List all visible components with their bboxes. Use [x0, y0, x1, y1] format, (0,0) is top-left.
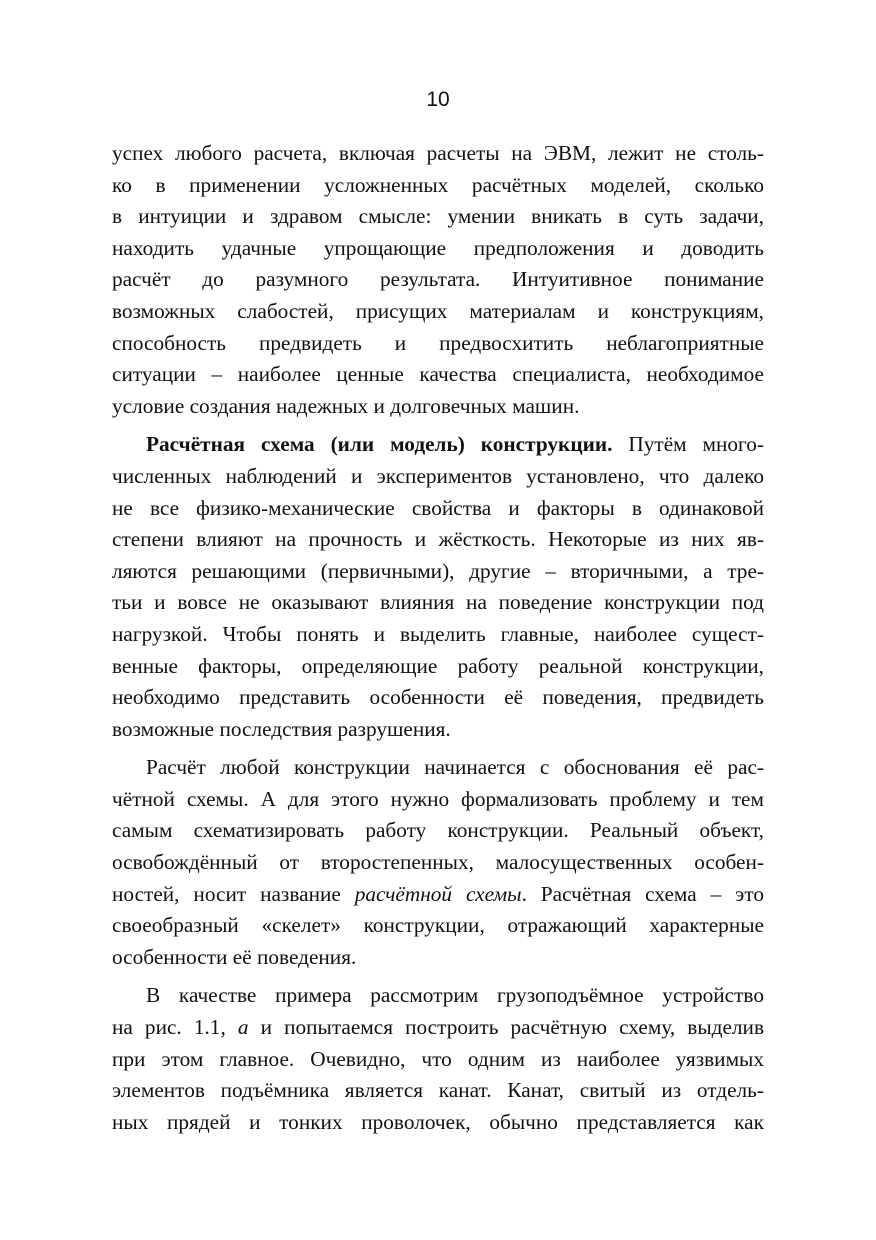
text-line: численных наблюдений и экспериментов установлено, что далеко [112, 463, 764, 488]
text-line: ситуации – наиболее ценные качества специалиста, необходимое [112, 362, 764, 387]
text-line: при этом главное. Очевидно, что одним из наиболее уязвимых [112, 1046, 764, 1071]
text-line: элементов подъёмника является канат. Канат, свитый из отдель- [112, 1078, 764, 1103]
text-line: освобождённый от второстепенных, малосущественных особен- [112, 850, 764, 875]
text-line: расчёт до разумного результата. Интуитивное понимание [112, 267, 764, 292]
paragraph-4 [112, 980, 764, 1138]
section-heading: Расчётная схема (или модель) конструкции. [146, 432, 613, 457]
figure-ref-italic: а [237, 1015, 249, 1040]
text-line: ко в применении усложненных расчётных моделей, сколько [112, 172, 764, 197]
paragraph-2 [112, 429, 764, 745]
text-run: Путём много- [612, 432, 764, 457]
paragraph-1 [112, 138, 764, 422]
text-line: венные факторы, определяющие работу реальной конструкции, [112, 653, 764, 678]
text-line: своеобразный «скелет» конструкции, отражающий характерные [112, 913, 764, 938]
text-line: необходимо представить особенности её поведения, предвидеть [112, 685, 764, 710]
text-line: ляются решающими (первичными), другие – вторичными, а тре- [112, 558, 764, 583]
text-line: В качестве примера рассмотрим грузоподъёмное устройство [146, 983, 764, 1008]
text-line [112, 429, 764, 461]
text-line: ных прядей и тонких проволочек, обычно представляется как [112, 1109, 764, 1134]
text-line: способность предвидеть и предвосхитить неблагоприятные [112, 330, 764, 355]
text-line [112, 879, 764, 911]
text-line: находить удачные упрощающие предположения и доводить [112, 235, 764, 260]
text-run: ностей, носит название [112, 881, 355, 906]
page-number: 10 [426, 88, 450, 111]
text-line: чётной схемы. А для этого нужно формализовать проблему и тем [112, 786, 764, 811]
text-line: нагрузкой. Чтобы понять и выделить главные, наиболее сущест- [112, 621, 764, 646]
text-line: успех любого расчета, включая расчеты на ЭВМ, лежит не столь- [112, 141, 764, 165]
text-line: в интуиции и здравом смысле: умении вникать в суть задачи, [112, 204, 764, 229]
text-line: особенности её поведения. [112, 944, 357, 969]
paragraph-3 [112, 752, 764, 973]
text-line: Расчёт любой конструкции начинается с обоснования её рас- [146, 755, 764, 780]
text-line: не все физико-механические свойства и факторы в одинаковой [112, 495, 764, 520]
text-line: самым схематизировать работу конструкции. Реальный объект, [112, 818, 764, 843]
text-line [112, 1012, 764, 1044]
text-line: тьи и вовсе не оказывают влияния на поведение конструкции под [112, 590, 764, 615]
body-text [112, 138, 764, 1138]
text-line: степени влияют на прочность и жёсткость. Некоторые из них яв- [112, 527, 764, 552]
text-line: возможных слабостей, присущих материалам и конструкциям, [112, 298, 764, 323]
text-run: на рис. 1.1, [112, 1015, 238, 1040]
text-run: . Расчётная схема – это [521, 881, 764, 906]
text-line: возможные последствия разрушения. [112, 716, 451, 741]
text-line: условие создания надежных и долговечных машин. [112, 393, 580, 418]
text-run: и попытаемся построить расчётную схему, выделив [248, 1015, 764, 1040]
term-italic: расчётной схемы [354, 881, 522, 906]
